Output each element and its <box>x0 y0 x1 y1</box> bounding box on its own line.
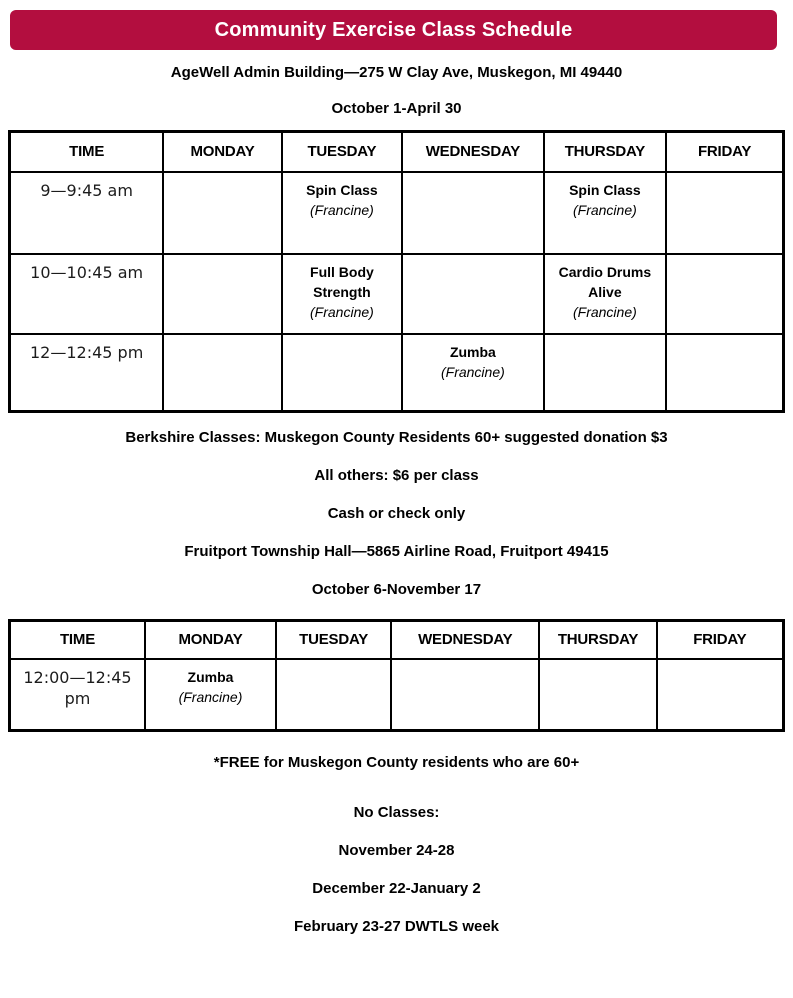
schedule-cell-wednesday <box>402 254 543 334</box>
column-header-wednesday: WEDNESDAY <box>402 132 543 172</box>
column-header-friday: FRIDAY <box>657 621 784 659</box>
schedule-cell-tuesday <box>276 659 391 731</box>
class-name: Spin Class <box>306 181 378 198</box>
column-header-wednesday: WEDNESDAY <box>391 621 539 659</box>
schedule-cell-tuesday <box>282 334 402 412</box>
class-name: Cardio Drums Alive <box>558 263 652 300</box>
schedule-cell-tuesday <box>282 172 402 254</box>
no-classes-item: December 22-January 2 <box>312 880 481 897</box>
location1-schedule-table <box>8 130 785 413</box>
column-header-thursday: THURSDAY <box>539 621 656 659</box>
class-name: Zumba <box>449 343 496 360</box>
time-cell: 9—9:45 am <box>10 172 164 254</box>
time-cell: 10—10:45 am <box>10 254 164 334</box>
instructor-name: (Francine) <box>178 688 243 705</box>
schedule-cell-friday <box>657 659 784 731</box>
table-row <box>10 172 784 254</box>
time-cell: 12—12:45 pm <box>10 334 164 412</box>
table-header-row <box>10 132 784 172</box>
schedule-cell-thursday <box>544 334 667 412</box>
schedule-cell-thursday <box>544 254 667 334</box>
free-note: *FREE for Muskegon County residents who are 60+ <box>213 754 580 771</box>
no-classes-item: November 24-28 <box>338 842 455 859</box>
column-header-monday: MONDAY <box>145 621 276 659</box>
time-cell: 12:00—12:45 pm <box>10 659 145 731</box>
schedule-cell-wednesday <box>402 334 543 412</box>
column-header-thursday: THURSDAY <box>544 132 667 172</box>
table-header-row <box>10 621 784 659</box>
schedule-cell-monday <box>163 334 281 412</box>
schedule-cell-monday <box>163 254 281 334</box>
schedule-cell-thursday <box>544 172 667 254</box>
instructor-name: (Francine) <box>572 201 637 218</box>
instructor-name: (Francine) <box>572 303 637 320</box>
class-name: Full Body Strength <box>310 263 374 300</box>
no-classes-heading: No Classes: <box>353 804 440 821</box>
class-name: Zumba <box>187 668 234 685</box>
title-banner <box>10 10 777 50</box>
page-title: Community Exercise Class Schedule <box>214 19 573 41</box>
class-name: Spin Class <box>569 181 641 198</box>
schedule-cell-monday <box>163 172 281 254</box>
schedule-cell-wednesday <box>402 172 543 254</box>
instructor-name: (Francine) <box>440 363 505 380</box>
fee-note: All others: $6 per class <box>314 467 479 484</box>
location2-schedule-table <box>8 619 785 732</box>
no-classes-item: February 23-27 DWTLS week <box>293 918 500 935</box>
column-header-friday: FRIDAY <box>666 132 783 172</box>
instructor-name: (Francine) <box>310 201 374 218</box>
location2-address: Fruitport Township Hall—5865 Airline Road, Fruitport 49415 <box>184 543 609 560</box>
schedule-cell-friday <box>666 334 783 412</box>
location1-address: AgeWell Admin Building—275 W Clay Ave, Muskegon, MI 49440 <box>170 64 623 81</box>
payment-note: Cash or check only <box>327 505 466 522</box>
table-row <box>10 254 784 334</box>
schedule-cell-friday <box>666 254 783 334</box>
column-header-time: TIME <box>10 132 164 172</box>
schedule-cell-tuesday <box>282 254 402 334</box>
column-header-tuesday: TUESDAY <box>282 132 402 172</box>
schedule-cell-friday <box>666 172 783 254</box>
schedule-cell-monday <box>145 659 276 731</box>
table-row <box>10 334 784 412</box>
table-row <box>10 659 784 731</box>
column-header-monday: MONDAY <box>163 132 281 172</box>
schedule-cell-wednesday <box>391 659 539 731</box>
instructor-name: (Francine) <box>310 303 374 320</box>
column-header-tuesday: TUESDAY <box>276 621 391 659</box>
location1-date-range: October 1-April 30 <box>331 100 462 117</box>
column-header-time: TIME <box>10 621 145 659</box>
donation-note: Berkshire Classes: Muskegon County Residents 60+ suggested donation $3 <box>125 429 668 446</box>
schedule-cell-thursday <box>539 659 656 731</box>
location2-date-range: October 6-November 17 <box>311 581 482 598</box>
